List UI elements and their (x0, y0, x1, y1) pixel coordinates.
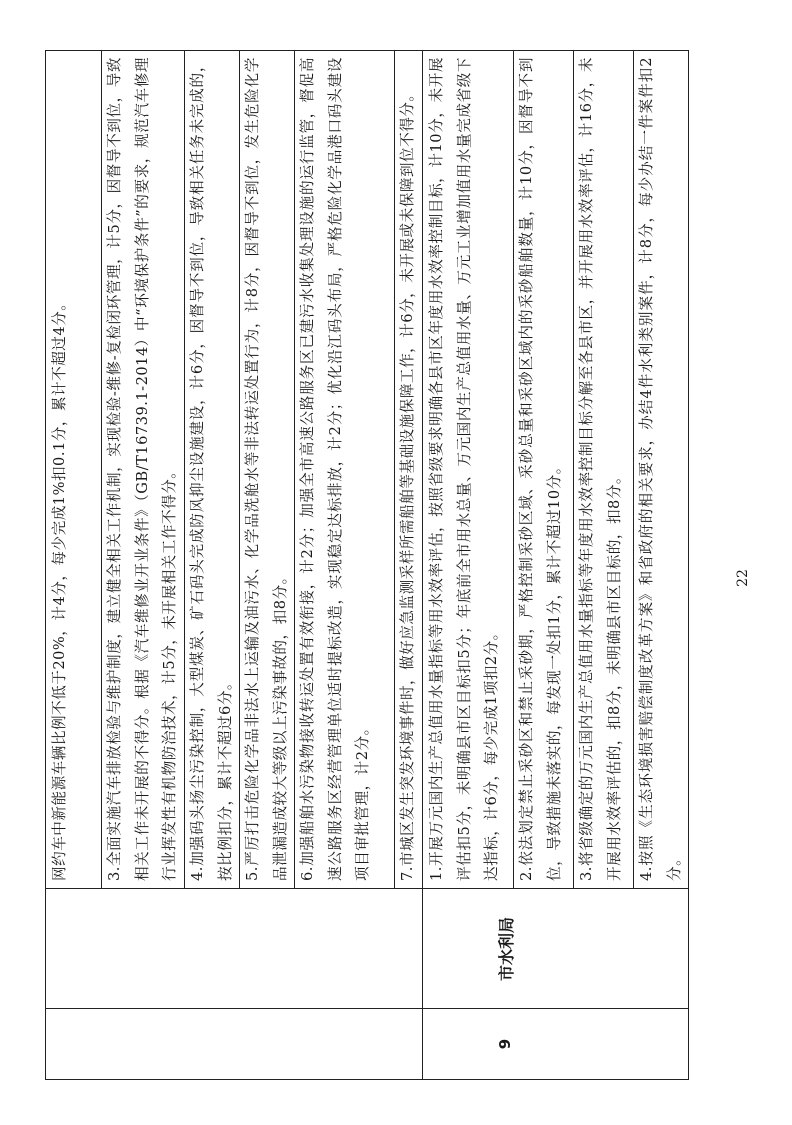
list-item: 6.加强船舶水污染物接收转运处置有效衔接，计2分；加强全市高速公路服务区已建污水收集处理设施的运行监管，督促高速公路服务区经营管理单位适时提标改造，实现稳定达标排放，计2分；优化沿江码头布局，严格危险化学品港口码头建设项目审批管理，计2分。 (299, 57, 372, 881)
section-8-content (46, 51, 422, 889)
list-item: 4.加强码头扬尘污染控制，大型煤炭、矿石码头完成防风抑尘设施建设，计6分，因督导不到位，导致相关任务未完成的，按比例扣分，累计不超过6分。 (189, 57, 234, 881)
section-9-content (423, 51, 687, 889)
row-divider (573, 51, 574, 889)
row-divider (633, 51, 634, 889)
row-divider (101, 51, 102, 889)
list-item: 4.按照《生态环境损害赔偿制度改革方案》和省政府的相关要求，办结4件水利类别案件，计8分，每少办结一件案件扣2分。 (638, 57, 683, 881)
column-divider-number (46, 1008, 688, 1009)
assessment-table (45, 50, 689, 1080)
list-item: 7.市城区发生突发环境事件时，做好应急监测采样所需船舶等基础设施保障工作，计6分，未开展或未保障到位不得分。 (399, 86, 416, 881)
section-number: 9 (496, 1038, 514, 1050)
list-item: 2.依法划定禁止采砂区和禁止采砂期，严格控制采砂区域、采砂总量和采砂区域内的采砂船舶数量，计10分，因督导不到位，导致措施未落实的，每发现一处扣1分，累计不超过10分。 (518, 57, 563, 881)
row-divider (184, 51, 185, 889)
row-divider (394, 51, 395, 889)
row-divider (513, 51, 514, 889)
list-item: 网约车中新能源车辆比例不低于20%，计4分，每少完成1%扣0.1分，累计不超过4分。 (51, 295, 68, 881)
list-item: 5.严厉打击危险化学品非法水上运输及油污水、化学品洗舱水等非法转运处置行为，计8分，因督导不到位，发生危险化学品泄漏造成较大等级以上污染事故的，扣8分。 (244, 57, 289, 881)
page-number: 22 (734, 569, 751, 587)
rotated-page (45, 50, 689, 1080)
list-item: 3.将省级确定的万元国内生产总值用水量指标等年度用水效率控制目标分解至各县市区，并开展用水效率评估，计16分，未开展用水效率评估的，扣8分，未明确县市区目标的，扣8分。 (578, 57, 623, 881)
list-item: 3.全面实施汽车排放检验与维护制度，建立健全相关工作机制，实现检验-维修-复检闭环管理，计5分，因督导不到位，导致相关工作未开展的不得分。根据《汽车维修业开业条件》（GB/T16739.1-2014）中“环境保护条件”的要求，规范汽车修理行业挥发性有机物防治技术，计5分，未开展相关工作不得分。 (106, 57, 179, 881)
row-divider (294, 51, 295, 889)
list-item: 1.开展万元国内生产总值用水量指标等用水效率评估，按照省级要求明确各县市区年度用水效率控制目标，计10分，未开展评估扣5分，未明确县市区目标扣5分；年底前全市用水总量、万元国内生产总值用水量、万元工业增加值用水量完成省级下达指标，计6分，每少完成1项扣2分。 (428, 57, 501, 881)
row-divider (239, 51, 240, 889)
section-unit: 市水利局 (497, 917, 516, 982)
